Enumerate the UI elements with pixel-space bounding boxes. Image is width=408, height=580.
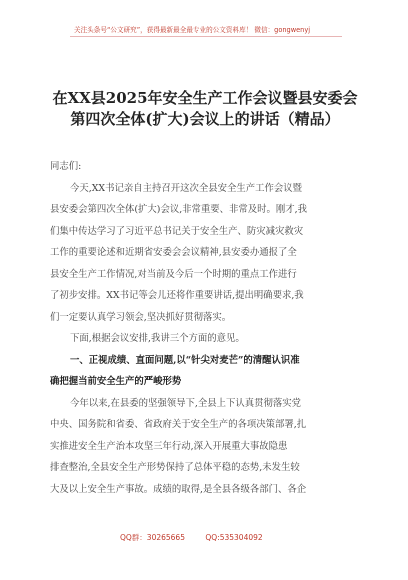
paragraph-line: 今年以来,在县委的坚强领导下,全县上下认真贯彻落实党: [70, 397, 301, 409]
paragraph-line: 大及以上安全生产事故。成绩的取得,是全县各级各部门、各企: [50, 483, 307, 495]
paragraph-line: 县安全生产工作情况,对当前及今后一个时期的重点工作进行: [50, 268, 297, 280]
section-heading: 一、正视成绩、直面问题,以“针尖对麦芒”的清醒认识准: [70, 354, 300, 366]
paragraph-line: 今天,XX书记亲自主持召开这次全县安全生产工作会议暨: [70, 182, 302, 194]
paragraph-line: 们集中传达学习了习近平总书记关于安全生产、防灾减灾救灾: [50, 225, 304, 237]
paragraph-line: 下面,根据会议安排,我讲三个方面的意见。: [70, 333, 245, 344]
title-line-1: 在XX县2025年安全生产工作会议暨县安委会: [52, 89, 358, 107]
paragraph-line: 县安委会第四次全体(扩大)会议,非常重要、非常及时。刚才,我: [50, 204, 308, 215]
salutation: 同志们:: [50, 161, 82, 172]
header-banner: 关注头条号“公文研究”，获得最新最全最专业的公文资料库！ 微信：gongwenyj: [74, 26, 311, 34]
paragraph-line: 们一定要认真学习领会,坚决抓好贯彻落实。: [50, 311, 232, 323]
title-line-2: 第四次全体(扩大)会议上的讲话（精品）: [70, 110, 340, 128]
paragraph-line: 工作的重要论述和近期省安委会会议精神,县安委办通报了全: [50, 247, 297, 258]
footer-contact: [120, 532, 300, 543]
qq-group-label: QQ群：30265665: [120, 533, 185, 542]
section-heading: 确把握当前安全生产的严峻形势: [50, 376, 182, 387]
document-title: [40, 88, 370, 130]
paragraph-line: 中央、国务院和省委、省政府关于安全生产的各项决策部署,扎: [50, 419, 307, 430]
document-body: [50, 156, 360, 500]
paragraph-line: 排查整治,全县安全生产形势保持了总体平稳的态势,未发生较: [50, 462, 300, 473]
header-divider: [70, 36, 342, 37]
paragraph-line: 实推进安全生产治本攻坚三年行动,深入开展重大事故隐患: [50, 440, 288, 452]
qq-label: QQ:535304092: [205, 533, 263, 542]
paragraph-line: 了初步安排。XX书记等会儿还将作重要讲话,提出明确要求,我: [50, 290, 304, 301]
